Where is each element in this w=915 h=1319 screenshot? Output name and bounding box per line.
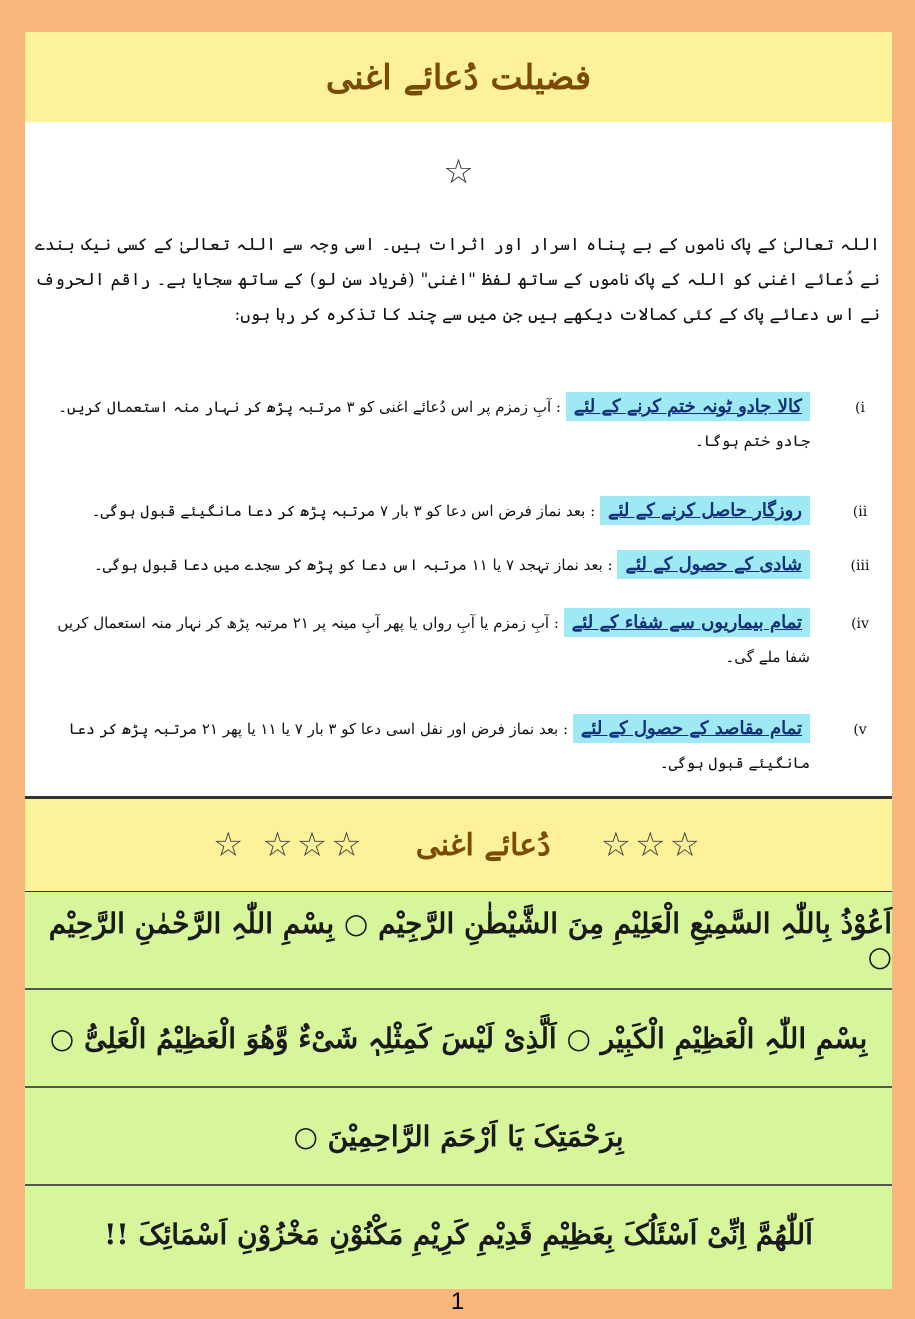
dua-verses — [25, 892, 892, 1289]
item-highlight: شادی کے حصول کے لئے — [617, 550, 810, 579]
document-page — [25, 32, 892, 1289]
item-number: (iv — [851, 616, 869, 632]
title-band — [25, 32, 892, 122]
item-number: (ii — [852, 504, 868, 520]
item-highlight: تمام مقاصد کے حصول کے لئے — [573, 714, 810, 743]
dua-title: دُعائے اغنی — [415, 827, 551, 863]
item-number: (v — [853, 722, 867, 738]
star-icon-group-left: ☆☆☆ ☆ — [212, 825, 366, 865]
page-number: 1 — [450, 1288, 465, 1315]
verse-line: اَعُوْذُ بِاللّٰہِ السَّمِیْعِ الْعَلِیْمِ مِنَ الشَّیْطٰنِ الرَّجِیْم ○ بِسْمِ اللّٰہِ الرَّحْمٰنِ الرَّحِیْم ○ — [25, 892, 892, 990]
item-text: : بعد نماز فرض اور نفل اسی دعا کو ۳ بار ۷ یا ۱۱ یا پھر ۲۱ مرتبہ پڑھ کر دعا مانگیئے قبول ہوگی۔ — [68, 720, 810, 772]
list-item — [35, 712, 880, 780]
list-item — [35, 606, 880, 674]
item-highlight: روزگار حاصل کرنے کے لئے — [600, 496, 810, 525]
verse-line: اَللّٰھُمَّ اِنِّیْ اَسْئَلُکَ بِعَظِیْمِ قَدِیْمِ کَرِیْمِ مَکْنُوْنِ مَخْزُوْنِ اَسْمَائِکَ !! — [104, 1217, 813, 1251]
item-text: : بعد نماز تہجد ۷ یا ۱۱ مرتبہ اس دعا کو پڑھ کر سجدے میں دعا قبول ہوگی۔ — [93, 556, 613, 574]
item-text: : بعد نماز فرض اس دعا کو ۳ بار ۷ مرتبہ پڑھ کر دعا مانگیئے قبول ہوگی۔ — [91, 502, 596, 520]
verse-line: بِسْمِ اللّٰہِ الْعَظِیْمِ الْکَبِیْر ○ اَلَّذِیْ لَیْسَ کَمِثْلِہٖ شَیْءٌ وَّھُوَ الْعَظِیْمُ الْعَلِیُّ ○ — [25, 990, 892, 1088]
item-number: (i — [855, 400, 865, 416]
item-text: : آبِ زمزم یا آبِ رواں یا پھر آبِ مینہ پر ۲۱ مرتبہ پڑھ کر نہار منہ استعمال کریں شفا ملے گی۔ — [57, 614, 810, 666]
dua-heading-band — [25, 796, 892, 893]
star-divider-icon: ☆ — [443, 152, 474, 192]
intro-paragraph: اللہ تعالیٰ کے پاک ناموں کے بے پناہ اسرار اور اثرات ہیں۔ اسی وجہ سے اللہ تعالیٰ کے کسی نیک بندے نے دُعائے اغنی کو اللہ کے پاک ناموں کے ساتھ لفظ "اغنی" (فریاد سن لو) کے ساتھ سجایا ہے۔ راقم الحروف نے اس دعائے پاک کے کئی کمالات دیکھے ہیں جن میں سے چند کا تذکرہ کر رہا ہوں: — [35, 235, 880, 325]
list-item — [35, 548, 880, 582]
item-highlight: کالا جادو ٹونہ ختم کرنے کے لئے — [566, 392, 810, 421]
star-icon-group-right: ☆☆☆ — [600, 825, 705, 865]
page-title: فضیلت دُعائے اغنی — [325, 57, 592, 98]
verse-line: بِرَحْمَتِکَ یَا اَرْحَمَ الرَّاحِمِیْنَ ○ — [25, 1088, 892, 1186]
item-highlight: تمام بیماریوں سے شفاء کے لئے — [564, 608, 810, 637]
list-item — [35, 390, 880, 458]
item-number: (iii — [850, 558, 870, 574]
item-text: : آبِ زمزم پر اس دُعائے اغنی کو ۳ مرتبہ پڑھ کر نہار منہ استعمال کریں۔ جادو ختم ہوگا۔ — [58, 398, 810, 450]
list-item — [35, 494, 880, 528]
